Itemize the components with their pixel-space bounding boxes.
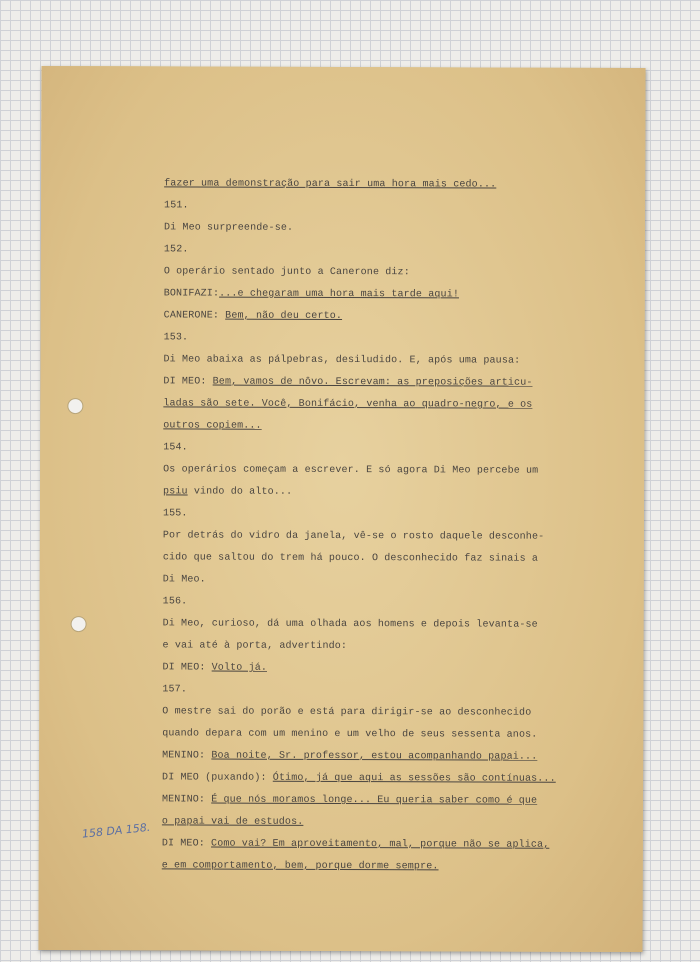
- text: vindo do alto...: [193, 486, 293, 498]
- speaker: DI MEO:: [161, 838, 205, 850]
- dialogue-continued: o papai vai de estudos.: [161, 816, 304, 828]
- script-line: Di Meo abaixa as pálpebras, desiludido. E, após uma pausa:: [163, 354, 521, 367]
- script-line: Por detrás do vidro da janela, vê-se o rosto daquele desconhe-: [162, 530, 545, 543]
- dialogue: É que nós moramos longe... Eu queria saber como é que: [211, 794, 538, 807]
- speaker: MENINO:: [161, 794, 206, 806]
- scene-number: 155.: [162, 508, 188, 520]
- dialogue: Ótimo, já que aqui as sessões são contínuas...: [272, 772, 556, 785]
- dialogue-line: [162, 793, 537, 808]
- dialogue: ...e chegaram uma hora mais tarde aqui!: [219, 288, 460, 301]
- dialogue: Boa noite, Sr. professor, estou acompanhando papai...: [211, 750, 538, 763]
- handwritten-note: 158 DA 158.: [81, 820, 151, 841]
- typewritten-page: [38, 66, 645, 952]
- dialogue-line: [164, 309, 342, 324]
- dialogue-line: [162, 837, 550, 852]
- speaker: DI MEO:: [162, 662, 206, 674]
- speaker: MENINO:: [162, 750, 206, 762]
- script-line: [163, 485, 292, 499]
- script-line: fazer uma demonstração para sair uma hora mais cedo...: [164, 178, 497, 191]
- dialogue-continued: ladas são sete. Você, Bonifácio, venha ao quadro-negro, e os: [163, 398, 533, 411]
- scene-number: 156.: [162, 596, 188, 608]
- speaker: BONIFAZI:: [163, 288, 220, 300]
- punch-hole: [71, 616, 87, 632]
- dialogue: Bem, não deu certo.: [225, 310, 343, 322]
- speaker: CANERONE:: [163, 310, 220, 322]
- script-line: O mestre sai do porão e está para dirigir-se ao desconhecido: [162, 706, 532, 719]
- dialogue: Como vai? Em aproveitamento, mal, porque não se aplica,: [211, 838, 550, 851]
- script-line: e vai até à porta, advertindo:: [162, 640, 348, 653]
- punch-hole: [67, 398, 83, 414]
- scene-number: 153.: [163, 332, 189, 344]
- dialogue-line: [162, 771, 556, 786]
- dialogue-line: [163, 375, 532, 390]
- dialogue-line: [162, 661, 267, 675]
- script-line: Di Meo surpreende-se.: [163, 222, 294, 234]
- scene-number: 154.: [163, 442, 188, 454]
- dialogue-continued: outros copiem...: [163, 420, 262, 432]
- scene-number: 152.: [163, 244, 189, 256]
- script-line: Di Meo.: [162, 574, 206, 586]
- script-line: cido que saltou do trem há pouco. O desconhecido faz sinais a: [162, 552, 539, 565]
- dialogue-continued: e em comportamento, bem, porque dorme sempre.: [161, 860, 439, 873]
- dialogue-line: [164, 287, 459, 302]
- speaker: DI MEO:: [163, 376, 207, 388]
- dialogue: Bem, vamos de nôvo. Escrevam: as preposições articu-: [212, 376, 533, 389]
- script-line: Di Meo, curioso, dá uma olhada aos homens e depois levanta-se: [162, 618, 538, 631]
- dialogue: Volto já.: [211, 662, 268, 674]
- speaker: DI MEO (puxando):: [162, 772, 267, 784]
- scene-number: 151.: [164, 200, 189, 212]
- emphasized-word: psiu: [163, 486, 188, 498]
- scene-number: 157.: [162, 684, 187, 696]
- script-line: quando depara com um menino e um velho de seus sessenta anos.: [162, 728, 538, 741]
- script-line: O operário sentado junto a Canerone diz:: [163, 266, 410, 279]
- dialogue-line: [162, 749, 537, 764]
- script-line: Os operários começam a escrever. E só agora Di Meo percebe um: [163, 464, 539, 477]
